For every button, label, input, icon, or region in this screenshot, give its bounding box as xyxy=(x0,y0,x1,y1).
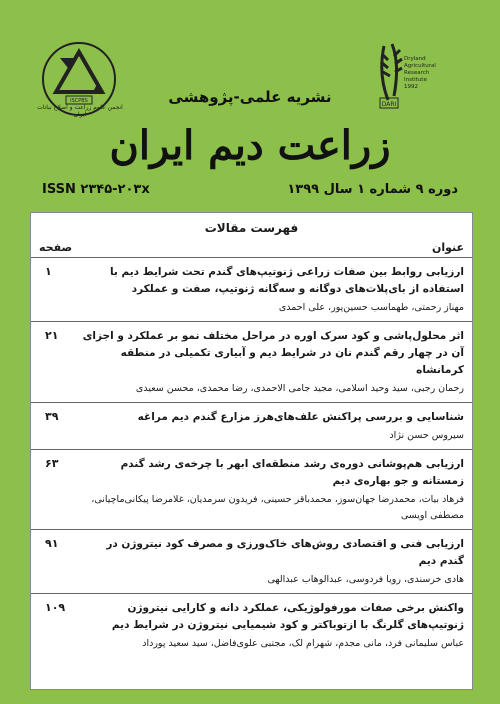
entry-title[interactable]: ارزیابی فنی و اقتصادی روش‌های خاک‌ورزی و مصرف کود نیتروژن در گندم دیم xyxy=(106,538,464,567)
toc-column-headers xyxy=(31,241,472,258)
entry-title[interactable]: شناسایی و بررسی پراکنش علف‌های‌هرز مزارع گندم دیم مراغه xyxy=(137,411,464,423)
toc-entry[interactable] xyxy=(31,322,472,403)
svg-text:Institute: Institute xyxy=(404,77,427,83)
entry-title[interactable]: ارزیابی روابط بین صفات زراعی ژنوتیپ‌های گندم تحت شرایط دیم با استفاده از بای‌پلات‌های دوگانه و سه‌گانه ژنوتیپ، صفت و عملکرد xyxy=(109,266,464,295)
toc-entry[interactable] xyxy=(31,403,472,450)
entry-title[interactable]: ارزیابی هم‌پوشانی دوره‌ی رشد منطقه‌ای ابهر با چرخه‌ی رشد گندم زمستانه و جو بهاره‌ی دیم xyxy=(120,458,464,487)
entry-page-number: ۱۰۹ xyxy=(45,601,66,614)
entry-authors: مهناز رحمتی، طهماسب حسین‌پور، علی احمدی xyxy=(278,302,464,313)
column-header-page: صفحه xyxy=(39,241,73,254)
table-of-contents xyxy=(30,212,473,690)
entry-title[interactable]: واکنش برخی صفات مورفولوژیکی، عملکرد دانه و کارایی نیتروژن ژنوتیپ‌های گلرنگ با ازتوباکتر و کود شیمیایی نیتروژن در شرایط دیم xyxy=(111,602,464,631)
entry-page-number: ۱ xyxy=(45,265,52,278)
toc-entry[interactable] xyxy=(31,258,472,322)
entry-authors: فرهاد بیات، محمدرضا جهان‌سوز، محمدباقر حسینی، فریدون سرمدیان، غلامرضا پیکانی‌ماچیانی، مصطفی اویسی xyxy=(91,494,464,521)
column-header-title: عنوان xyxy=(431,241,464,254)
svg-text:DARI: DARI xyxy=(381,101,397,108)
entry-authors: رحمان رجبی، سید وحید اسلامی، مجید جامی الاحمدی، رضا محمدی، محسن سعیدی xyxy=(135,383,464,394)
toc-entry[interactable] xyxy=(31,450,472,530)
svg-text:Agricultural: Agricultural xyxy=(404,63,436,69)
journal-subtitle: نشریه علمی-پژوهشی xyxy=(168,88,332,106)
issn-number: ISSN ۲۳۴۵-۲۰۳x xyxy=(42,182,150,197)
entry-page-number: ۶۳ xyxy=(45,457,59,470)
volume-issue-year: دوره ۹ شماره ۱ سال ۱۳۹۹ xyxy=(287,182,458,197)
entry-page-number: ۳۹ xyxy=(45,410,59,423)
journal-title: زراعت دیم ایران xyxy=(109,122,391,169)
svg-text:ISCPBS: ISCPBS xyxy=(70,98,88,104)
svg-text:Research: Research xyxy=(404,70,430,76)
entry-authors: سیروس حسن نژاد xyxy=(389,430,464,441)
toc-heading: فهرست مقالات xyxy=(204,221,299,235)
toc-entry[interactable] xyxy=(31,594,472,657)
left-logo-caption: انجمن علوم زراعت و اصلاح نباتات ایران xyxy=(37,104,123,118)
svg-text:Dryland: Dryland xyxy=(404,56,426,62)
entry-page-number: ۹۱ xyxy=(45,537,59,550)
svg-text:1992: 1992 xyxy=(404,84,418,90)
toc-entry[interactable] xyxy=(31,530,472,594)
entry-authors: عباس سلیمانی فرد، مانی مجدم، شهرام لک، مجتبی علوی‌فاضل، سید سعید پورداد xyxy=(142,638,464,649)
entry-page-number: ۲۱ xyxy=(45,329,59,342)
entry-authors: هادی خرسندی، رویا فردوسی، عبدالوهاب عبدالهی xyxy=(267,574,464,585)
entry-title[interactable]: اثر محلول‌پاشی و کود سرک اوره در مراحل مختلف نمو بر عملکرد و اجزای آن در چهار رقم گندم نان در شرایط دیم و آبیاری تکمیلی در منطقه کرمانشاه xyxy=(82,330,464,376)
